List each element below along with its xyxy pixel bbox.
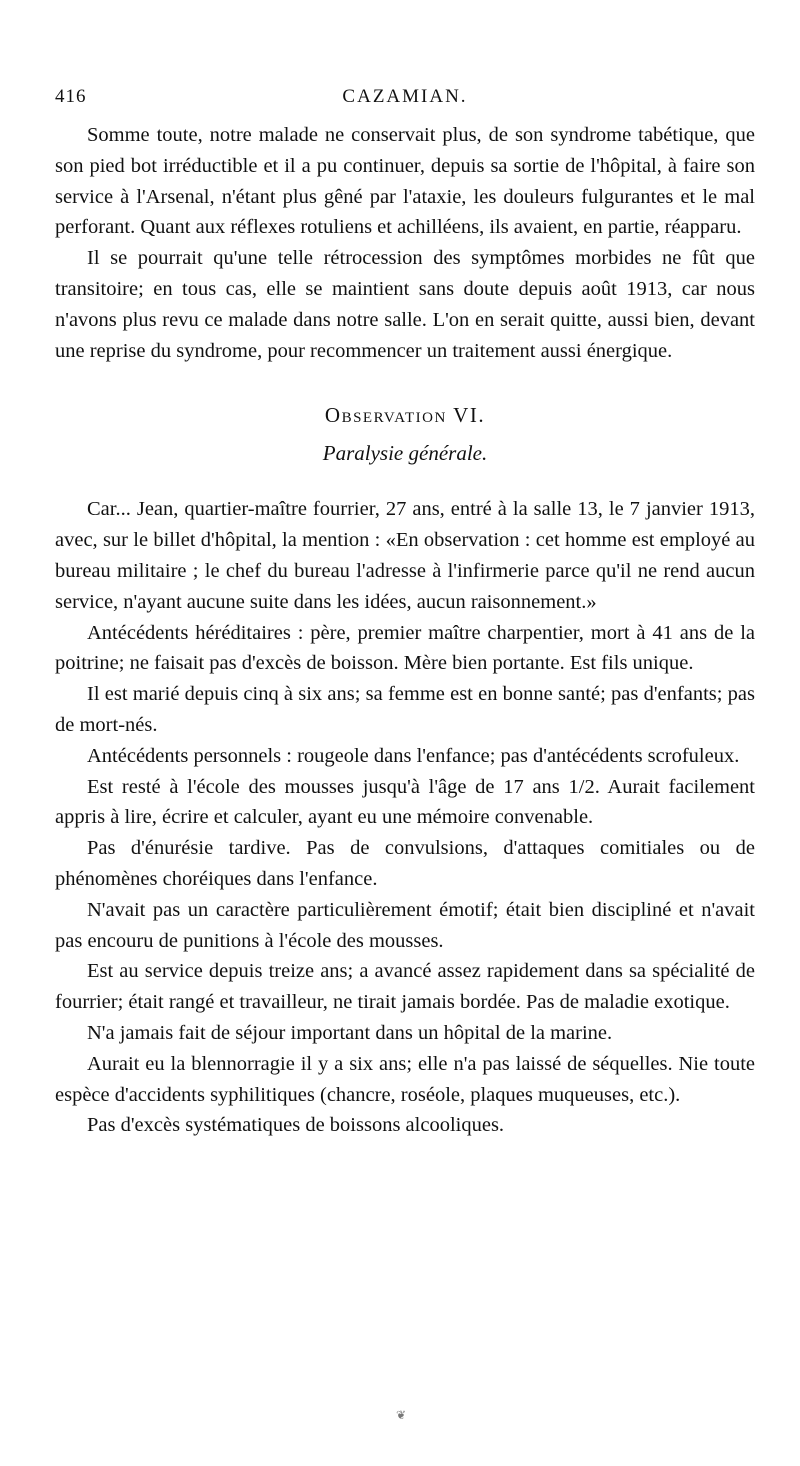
page-number: 416 <box>55 86 87 107</box>
section-heading: Observation VI. <box>324 403 486 428</box>
fleuron-icon: ❦ <box>396 1408 407 1422</box>
paragraph: Il est marié depuis cinq à six ans; sa femme est en bonne santé; pas d'enfants; pas de mort-nés. <box>55 683 755 736</box>
paragraph: Car... Jean, quartier-maître fourrier, 27 ans, entré à la salle 13, le 7 janvier 1913, avec, sur le billet d'hôpital, la mention : «En observation : cet homme est employé au bureau militaire ; le chef du bureau l'adresse à l'infirmerie parce qu'il ne rend aucun service, n'ayant aucune suite dans les idées, aucun raisonnement.» <box>55 498 755 613</box>
paragraph: Est au service depuis treize ans; a avancé assez rapidement dans sa spécialité de fourrier; était rangé et travailleur, ne tirait jamais bordée. Pas de maladie exotique. <box>55 960 755 1014</box>
paragraph: Il se pourrait qu'une telle rétrocession des symptômes morbides ne fût que transitoire; en tous cas, elle se maintient sans doute depuis août 1913, car nous n'avons plus revu ce malade dans notre salle. L'on en serait quitte, aussi bien, devant une reprise du syndrome, pour recommencer un traitement aussi énergique. <box>55 247 755 362</box>
paragraph: Est resté à l'école des mousses jusqu'à l'âge de 17 ans 1/2. Aurait facilement appris à lire, écrire et calculer, ayant eu une mémoire convenable. <box>55 775 755 829</box>
paragraph: Aurait eu la blennorragie il y a six ans; elle n'a pas laissé de séquelles. Nie toute espèce d'accidents syphilitiques (chancre, roséole, plaques muqueuses, etc.). <box>55 1052 755 1106</box>
section-subtitle: Paralysie générale. <box>322 441 488 466</box>
page-body <box>55 86 755 1141</box>
paragraph: Pas d'énurésie tardive. Pas de convulsions, d'attaques comitiales ou de phénomènes choréiques dans l'enfance. <box>55 837 755 890</box>
paragraph: Somme toute, notre malade ne conservait plus, de son syndrome tabétique, que son pied bot irréductible et il a pu continuer, depuis sa sortie de l'hôpital, à faire son service à l'Arsenal, n'étant plus gêné par l'ataxie, les douleurs fulgurantes et le mal perforant. Quant aux réflexes rotuliens et achilléens, ils avaient, en partie, réapparu. <box>55 124 755 239</box>
paragraph: N'avait pas un caractère particulièrement émotif; était bien discipliné et n'avait pas encouru de punitions à l'école des mousses. <box>55 898 755 952</box>
running-title: CAZAMIAN. <box>342 86 468 107</box>
running-head <box>55 86 755 120</box>
paragraph: Antécédents personnels : rougeole dans l'enfance; pas d'antécédents scrofuleux. <box>87 744 740 767</box>
paragraph: N'a jamais fait de séjour important dans un hôpital de la marine. <box>87 1021 613 1044</box>
paragraph: Pas d'excès systématiques de boissons alcooliques. <box>87 1114 505 1137</box>
paragraph: Antécédents héréditaires : père, premier maître charpentier, mort à 41 ans de la poitrine; ne faisait pas d'excès de boisson. Mère bien portante. Est fils unique. <box>55 621 755 675</box>
